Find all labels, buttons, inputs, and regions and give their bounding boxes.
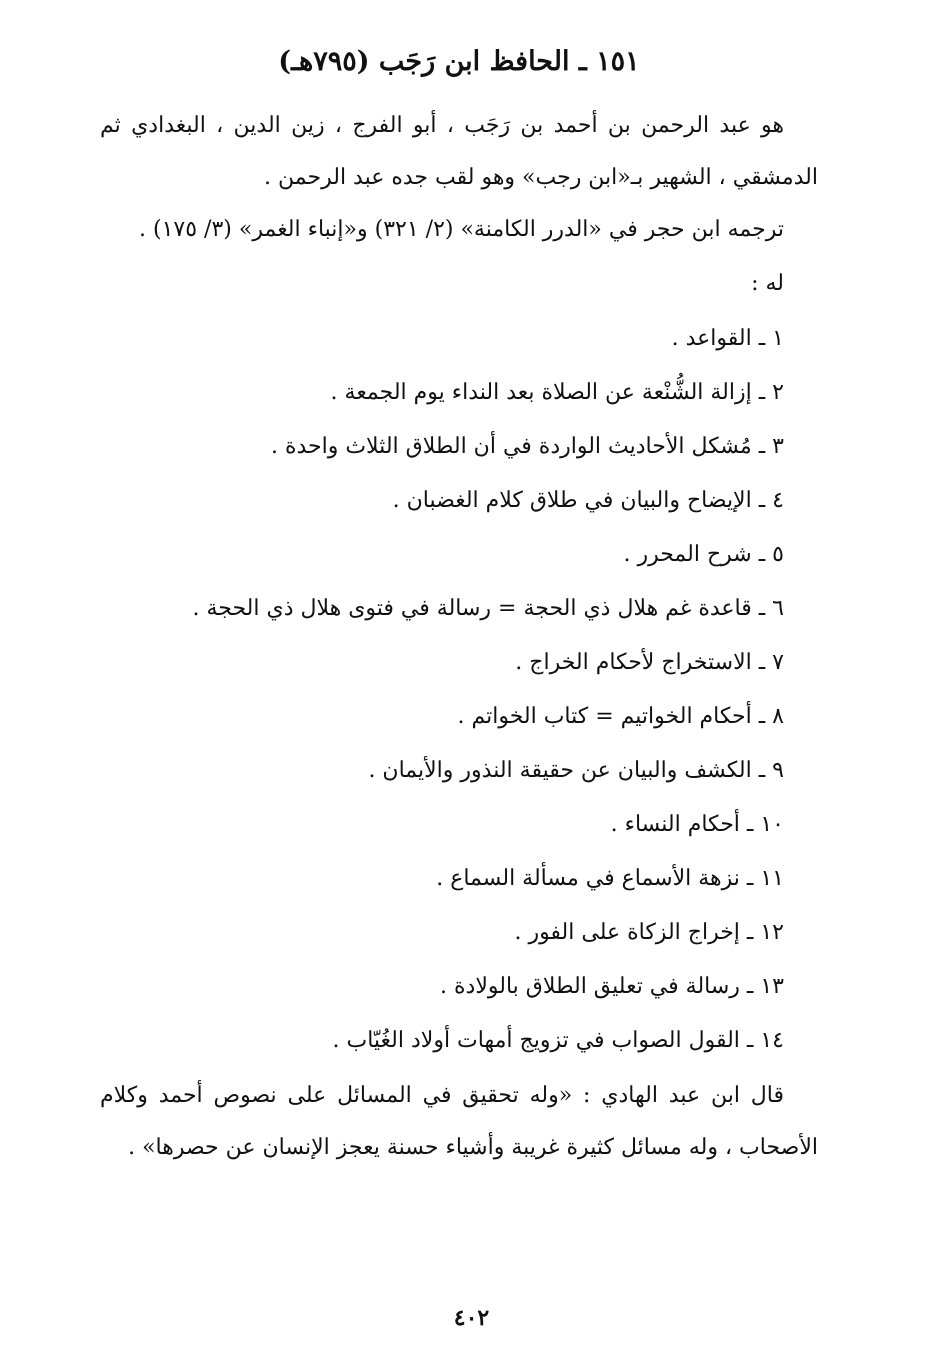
list-item: ٢ ـ إزالة الشُّنْعة عن الصلاة بعد النداء يوم الجمعة . [330,380,784,405]
list-item: ١٣ ـ رسالة في تعليق الطلاق بالولادة . [440,974,784,999]
works-label: له : [751,271,784,296]
list-item: ١٢ ـ إخراج الزكاة على الفور . [514,920,784,945]
page-number: ٤٠٢ [453,1305,490,1331]
biography-paragraph: ترجمه ابن حجر في «الدرر الكامنة» (٢/ ٣٢١) و«إنباء الغمر» (٣/ ١٧٥) . [139,217,784,242]
works-list [100,312,818,1068]
list-item: ٣ ـ مُشكل الأحاديث الواردة في أن الطلاق الثلاث واحدة . [270,434,784,459]
list-item: ١١ ـ نزهة الأسماع في مسألة السماع . [436,866,784,891]
list-item: ٥ ـ شرح المحرر . [623,542,784,567]
quote-paragraph: قال ابن عبد الهادي : «وله تحقيق في المسائل على نصوص أحمد وكلام الأصحاب ، وله مسائل كثيرة غريبة وأشياء حسنة يعجز الإنسان عن حصرها» . [100,1083,818,1160]
list-item: ١٤ ـ القول الصواب في تزويج أمهات أولاد الغُيّاب . [332,1028,784,1053]
page-content [100,30,818,1330]
list-item: ٩ ـ الكشف والبيان عن حقيقة النذور والأيمان . [368,758,784,783]
list-item: ٨ ـ أحكام الخواتيم = كتاب الخواتم . [457,704,784,729]
list-item: ٧ ـ الاستخراج لأحكام الخراج . [515,650,784,675]
list-item: ١ ـ القواعد . [671,326,784,351]
intro-paragraph: هو عبد الرحمن بن أحمد بن رَجَب ، أبو الفرج ، زين الدين ، البغدادي ثم الدمشقي ، الشهير بـ«ابن رجب» وهو لقب جده عبد الرحمن . [100,113,818,190]
page-title: ١٥١ ـ الحافظ ابن رَجَب (٧٩٥هـ) [278,46,640,77]
list-item: ٦ ـ قاعدة غم هلال ذي الحجة = رسالة في فتوى هلال ذي الحجة . [192,596,784,621]
list-item: ٤ ـ الإيضاح والبيان في طلاق كلام الغضبان . [392,488,784,513]
list-item: ١٠ ـ أحكام النساء . [610,812,784,837]
